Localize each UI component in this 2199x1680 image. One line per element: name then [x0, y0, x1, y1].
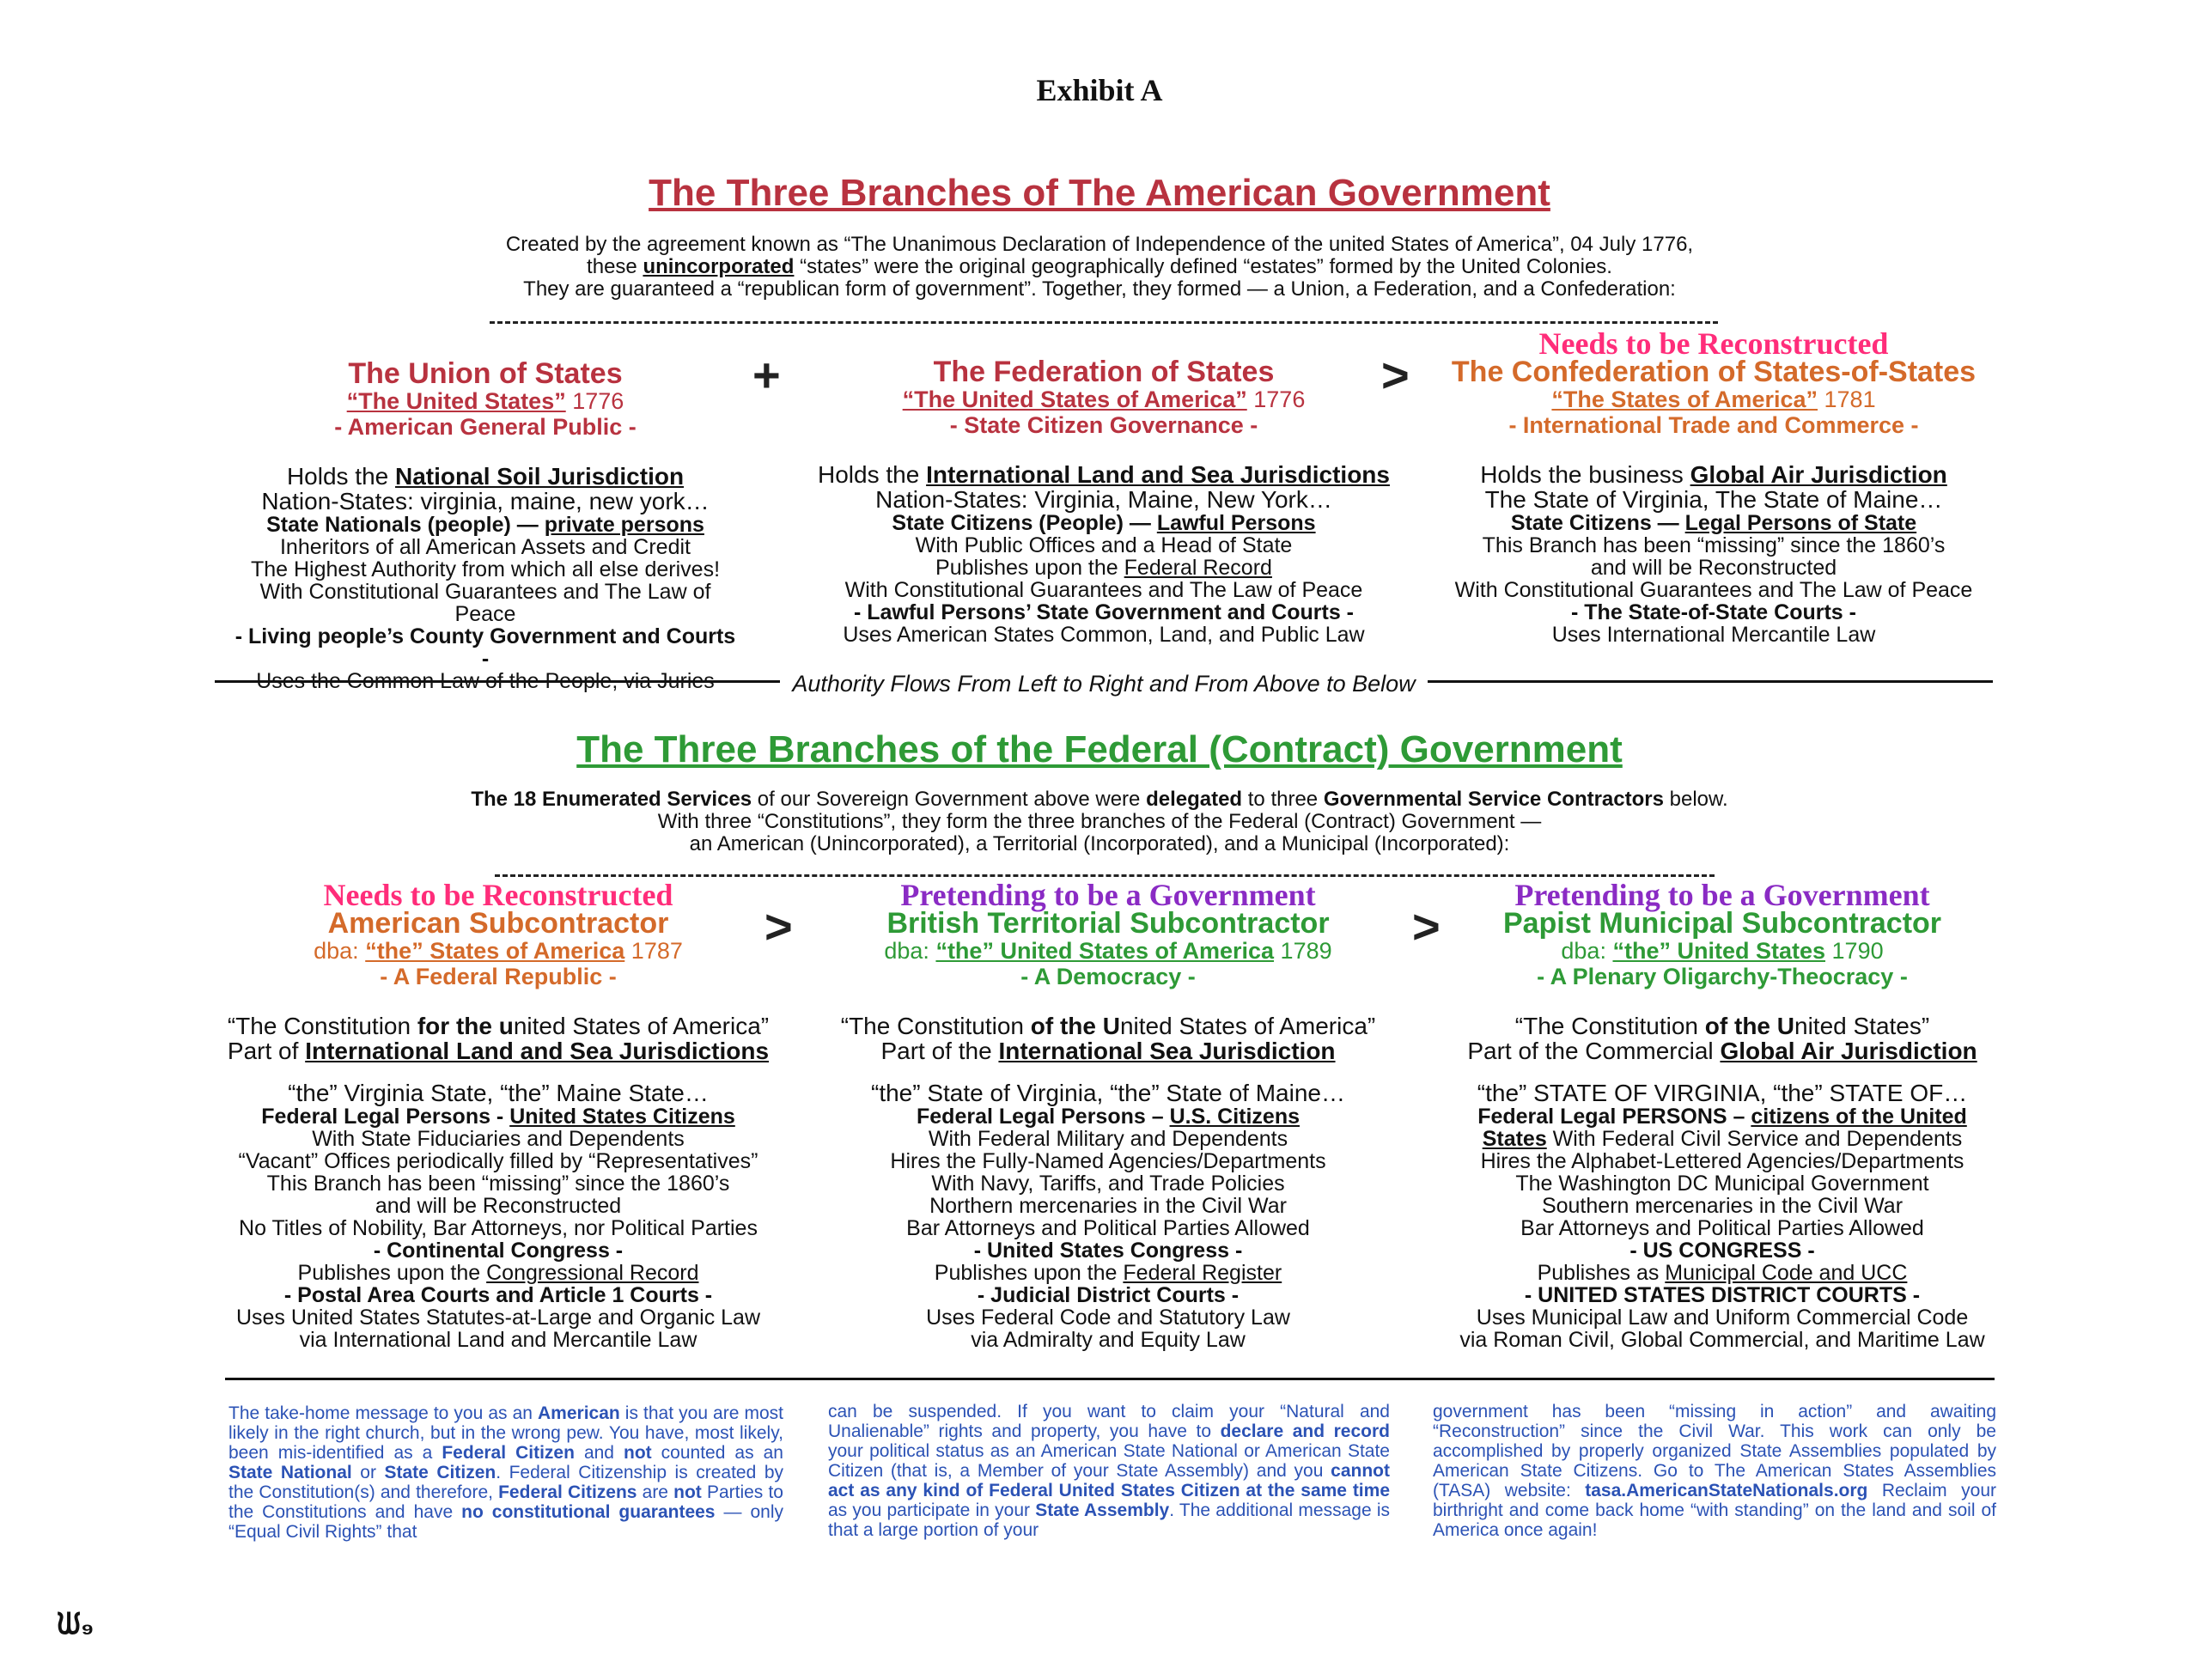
- footer-text-run: your political status as an American State National or American State Citizen (that is, a Member of your State Assembly) and you: [828, 1441, 1390, 1481]
- list-item: “the” Virginia State, “the” Maine State…: [288, 1080, 709, 1106]
- list-item: Nation-States: virginia, maine, new york…: [261, 488, 710, 514]
- list-item: State Citizens (People) — Lawful Persons: [892, 511, 1316, 535]
- list-item: Hires the Alphabet-Lettered Agencies/Departments: [1480, 1149, 1964, 1173]
- reconstruct-tag: Needs to be Reconstructed: [323, 878, 673, 912]
- footer-text-run: State National: [228, 1463, 352, 1482]
- list-item: Publishes upon the Federal Register: [934, 1261, 1282, 1285]
- list-item: The State of Virginia, The State of Maine…: [1484, 486, 1943, 513]
- branch-name: “The States of America”: [1551, 387, 1818, 412]
- exhibit-label: Exhibit A: [1036, 73, 1163, 107]
- branch-title: The Confederation of States-of-States: [1451, 356, 1977, 388]
- divider-dashed-top: [490, 321, 1718, 324]
- top-title: The Three Branches of The American Government: [649, 172, 1550, 214]
- contractor-title: American Subcontractor: [327, 907, 669, 940]
- dba-name: “the” United States of America: [935, 938, 1275, 964]
- list-item: No Titles of Nobility, Bar Attorneys, nor Political Parties: [239, 1216, 758, 1240]
- list-item: via Roman Civil, Global Commercial, and Maritime Law: [1459, 1328, 1985, 1352]
- contractor-year: 1789: [1280, 938, 1332, 964]
- constitution-name: “The Constitution of the United States”: [1514, 1013, 1930, 1039]
- dba-label: dba:: [1561, 938, 1606, 964]
- list-item: This Branch has been “missing” since the 1860’s: [1482, 533, 1946, 557]
- footer-text-run: government has been “missing in action” and awaiting “Reconstruction” since the Civil War. This work can only be accomplished by properly organized State Assemblies populated by American State Citizens. Go to The American States Assemblies (TASA) website:: [1433, 1402, 1996, 1500]
- footer-col-1: [228, 1403, 783, 1542]
- footer-text-run: State Assembly: [1035, 1500, 1170, 1520]
- branch-union: [232, 359, 739, 692]
- list-item: Publishes upon the Federal Record: [935, 556, 1272, 580]
- jurisdiction-line: Part of International Land and Sea Jurisdictions: [227, 1038, 770, 1064]
- footer-text-run: is that you are most likely in the right church, but in the wrong pew. You have, most likely, been mis-identified as a: [228, 1403, 783, 1463]
- branch-confederation: [1426, 326, 2001, 647]
- jurisdiction-line: Part of the International Sea Jurisdiction: [880, 1038, 1336, 1064]
- branch-year: 1781: [1824, 387, 1876, 412]
- list-item: via International Land and Mercantile Law: [299, 1328, 697, 1352]
- pretending-tag: Pretending to be a Government: [900, 878, 1316, 912]
- footer-text-run: not: [673, 1482, 702, 1502]
- contractor-subtitle: - A Plenary Oligarchy-Theocracy -: [1537, 964, 1908, 989]
- top-intro-line: They are guaranteed a “republican form of government”. Together, they formed — a Union, a Federation, and a Confederation:: [523, 277, 1676, 301]
- bottom-title: The Three Branches of the Federal (Contract) Government: [576, 728, 1623, 770]
- list-item: - US CONGRESS -: [1629, 1239, 1815, 1263]
- list-item: With Public Offices and a Head of State: [915, 533, 1293, 557]
- list-item: Uses Federal Code and Statutory Law: [926, 1306, 1290, 1330]
- branch-subtitle: - State Citizen Governance -: [949, 412, 1258, 438]
- list-item: The Highest Authority from which all else derives!: [250, 557, 721, 581]
- footer-text-run: Federal Citizen: [442, 1443, 575, 1463]
- branch-name: “The United States”: [346, 388, 566, 414]
- list-item: Bar Attorneys and Political Parties Allowed: [906, 1216, 1310, 1240]
- list-item: Uses American States Common, Land, and Public Law: [843, 623, 1365, 647]
- contractor-title: British Territorial Subcontractor: [886, 907, 1330, 940]
- contractor-subtitle: - A Federal Republic -: [380, 964, 617, 989]
- greater-than-operator: >: [1381, 348, 1410, 402]
- dba-label: dba:: [314, 938, 359, 964]
- pretending-tag: Pretending to be a Government: [1514, 878, 1930, 912]
- footer-text-run: tasa.AmericanStateNationals.org: [1585, 1481, 1868, 1500]
- greater-than-operator: >: [1412, 899, 1441, 953]
- list-item: Holds the International Land and Sea Jurisdictions: [818, 461, 1390, 488]
- contractor-territorial: [816, 878, 1400, 1352]
- list-item: State Nationals (people) — private persons: [266, 513, 704, 537]
- list-item: Uses International Mercantile Law: [1551, 623, 1876, 647]
- list-item: - Postal Area Courts and Article 1 Courts -: [283, 1283, 713, 1307]
- list-item: Uses United States Statutes-at-Large and Organic Law: [235, 1306, 761, 1330]
- list-item: Inheritors of all American Assets and Credit: [279, 535, 691, 559]
- list-item: Holds the business Global Air Jurisdiction: [1480, 461, 1947, 488]
- footer-text-run: cannot act as any kind of Federal United States Citizen at the same time: [828, 1461, 1390, 1500]
- list-item: Hires the Fully-Named Agencies/Departments: [890, 1149, 1326, 1173]
- list-item: State Citizens — Legal Persons of State: [1510, 511, 1917, 535]
- list-item: - The State-of-State Courts -: [1571, 600, 1856, 624]
- dba-label: dba:: [884, 938, 929, 964]
- footer-text-run: declare and record: [1220, 1421, 1390, 1441]
- list-item: “Vacant” Offices periodically filled by “Representatives”: [238, 1149, 758, 1173]
- branch-title: The Federation of States: [933, 356, 1275, 388]
- contractor-municipal: [1443, 878, 2001, 1352]
- list-item: - Continental Congress -: [373, 1239, 624, 1263]
- list-item: Southern mercenaries in the Civil War: [1541, 1194, 1904, 1218]
- plus-operator: +: [752, 348, 781, 402]
- contractor-year: 1787: [630, 938, 683, 964]
- branch-name: “The United States of America”: [902, 387, 1247, 412]
- constitution-name: “The Constitution for the united States of America”: [227, 1013, 770, 1039]
- constitution-name: “The Constitution of the United States of America”: [840, 1013, 1376, 1039]
- contractor-year: 1790: [1831, 938, 1884, 964]
- branch-federation: [799, 357, 1409, 646]
- footer-text-run: . Federal Citizenship is created by the Constitution(s) and therefore,: [228, 1463, 784, 1502]
- list-item: Federal Legal Persons – U.S. Citizens: [917, 1105, 1300, 1129]
- authority-flow-text: Authority Flows From Left to Right and From Above to Below: [780, 671, 1427, 697]
- branch-year: 1776: [1253, 387, 1306, 412]
- footer-text-run: as you participate in your: [828, 1500, 1036, 1520]
- branch-subtitle: - International Trade and Commerce -: [1508, 412, 1919, 438]
- footer-text-run: American: [538, 1403, 620, 1423]
- footer-text-run: Reclaim your birthright and come back home “with standing” on the land and soil of America once again!: [1433, 1481, 1996, 1540]
- footer-text-run: The take-home message to you as an: [228, 1403, 539, 1423]
- dba-name: “the” States of America: [365, 938, 625, 964]
- dba-name: “the” United States: [1612, 938, 1826, 964]
- list-item: and will be Reconstructed: [375, 1194, 622, 1218]
- list-item: With State Fiduciaries and Dependents: [312, 1127, 685, 1151]
- list-item: With Constitutional Guarantees and The Law of Peace: [259, 580, 711, 626]
- footer-text-run: — only “Equal Civil Rights” that: [228, 1502, 783, 1542]
- list-item: “the” State of Virginia, “the” State of Maine…: [871, 1080, 1345, 1106]
- footer-text-run: State Citizen: [384, 1463, 496, 1482]
- footer-col-2: [828, 1402, 1390, 1540]
- footer-text-run: counted as an: [651, 1443, 783, 1463]
- list-item: Bar Attorneys and Political Parties Allowed: [1520, 1216, 1924, 1240]
- list-item: Federal Legal PERSONS – citizens of the United: [1477, 1105, 1967, 1129]
- branch-subtitle: - American General Public -: [334, 414, 637, 440]
- bottom-intro: [258, 788, 1941, 855]
- contractor-subtitle: - A Democracy -: [1020, 964, 1196, 989]
- contractor-american: [215, 878, 782, 1352]
- list-item: The Washington DC Municipal Government: [1515, 1172, 1929, 1196]
- list-item: “the” STATE OF VIRGINIA, “the” STATE OF…: [1477, 1080, 1968, 1106]
- top-intro-line: these unincorporated “states” were the original geographically defined “estates” formed by the United Colonies.: [587, 255, 1612, 278]
- list-item: Uses the Common Law of the People, via Juries: [256, 669, 715, 693]
- bottom-intro-line: With three “Constitutions”, they form the three branches of the Federal (Contract) Government —: [657, 810, 1542, 833]
- list-item: Publishes as Municipal Code and UCC: [1537, 1261, 1908, 1285]
- list-item: - Living people’s County Government and Courts -: [235, 624, 736, 671]
- list-item: Northern mercenaries in the Civil War: [929, 1194, 1287, 1218]
- top-intro-line: Created by the agreement known as “The Unanimous Declaration of Independence of the united States of America”, 04 July 1776,: [505, 233, 1694, 256]
- list-item: This Branch has been “missing” since the 1860’s: [266, 1172, 730, 1196]
- footer-text-run: . The additional message is that a large portion of your: [828, 1500, 1391, 1540]
- top-intro: [258, 234, 1941, 301]
- list-item: With Navy, Tariffs, and Trade Policies: [931, 1172, 1285, 1196]
- jurisdiction-line: Part of the Commercial Global Air Jurisdiction: [1467, 1038, 1977, 1064]
- list-item: - UNITED STATES DISTRICT COURTS -: [1524, 1283, 1921, 1307]
- list-item: With Constitutional Guarantees and The Law of Peace: [1454, 578, 1973, 602]
- footer-text-run: can be suspended. If you want to claim your “Natural and Unalienable” rights and property, you have to: [828, 1402, 1390, 1441]
- list-item: Publishes upon the Congressional Record: [297, 1261, 699, 1285]
- footer-col-3: [1433, 1402, 1996, 1540]
- list-item: Nation-States: Virginia, Maine, New York…: [875, 486, 1332, 513]
- list-item: With Constitutional Guarantees and The Law of Peace: [844, 578, 1363, 602]
- list-item: via Admiralty and Equity Law: [971, 1328, 1246, 1352]
- list-item: States With Federal Civil Service and Dependents: [1482, 1127, 1963, 1151]
- footer-text-run: and: [574, 1443, 624, 1463]
- bottom-intro-line: an American (Unincorporated), a Territorial (Incorporated), and a Municipal (Incorporated):: [689, 832, 1510, 855]
- branch-year: 1776: [572, 388, 624, 414]
- footer-text-run: Parties to the Constitutions and have: [228, 1482, 783, 1522]
- list-item: With Federal Military and Dependents: [928, 1127, 1288, 1151]
- divider-dashed-bottom: [495, 874, 1715, 877]
- footer-text-run: no constitutional guarantees: [461, 1502, 716, 1522]
- list-item: Holds the National Soil Jurisdiction: [286, 463, 685, 490]
- footer-text-run: or: [351, 1463, 385, 1482]
- greater-than-operator: >: [764, 899, 793, 953]
- contractor-title: Papist Municipal Subcontractor: [1502, 907, 1942, 940]
- list-item: - United States Congress -: [973, 1239, 1243, 1263]
- footer-text-run: Federal Citizens: [498, 1482, 637, 1502]
- bottom-intro-line: The 18 Enumerated Services of our Sovereign Government above were delegated to three Governmental Service Contractors below.: [471, 788, 1728, 811]
- list-item: and will be Reconstructed: [1590, 556, 1837, 580]
- footer-divider: [225, 1378, 1995, 1380]
- list-item: Uses Municipal Law and Uniform Commercial Code: [1476, 1306, 1969, 1330]
- list-item: - Lawful Persons’ State Government and Courts -: [853, 600, 1355, 624]
- footer-text-run: not: [624, 1443, 652, 1463]
- page-mark: ᙎ₉: [57, 1608, 94, 1640]
- branch-title: The Union of States: [348, 357, 623, 390]
- list-item: - Judicial District Courts -: [977, 1283, 1240, 1307]
- reconstruct-tag: Needs to be Reconstructed: [1538, 326, 1889, 361]
- footer-text-run: are: [637, 1482, 674, 1502]
- list-item: Federal Legal Persons - United States Citizens: [261, 1105, 735, 1129]
